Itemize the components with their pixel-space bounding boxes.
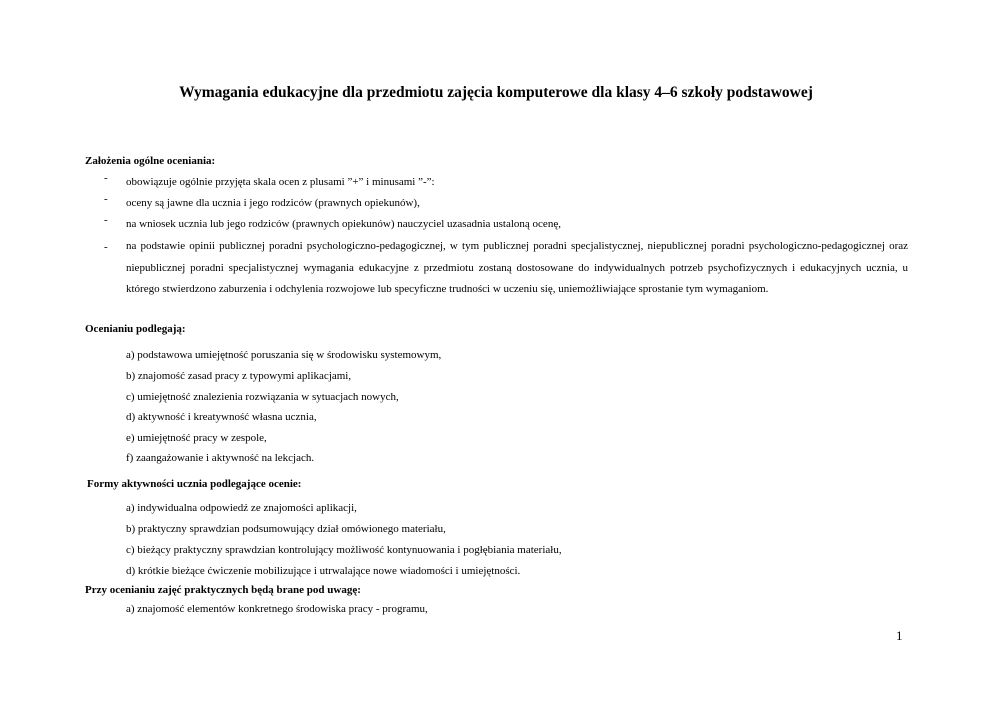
list-item-text: oceny są jawne dla ucznia i jego rodziców (prawnych opiekunów), [126,197,420,209]
dash-bullet: - [104,193,108,205]
list-item [85,172,908,194]
list-item [85,193,908,215]
section-heading-praktyczne: Przy ocenianiu zajęć praktycznych będą brane pod uwagę: [85,584,361,596]
list-item-text: na podstawie opinii publicznej poradni psychologiczno-pedagogicznej, w tym publicznej poradni specjalistycznej, niepublicznej poradni psychologiczno-pedagogicznej oraz niepublicznej poradni specjalistycznej wymagania edukacyjne z przedmiotu zostaną dostosowane do indywidualnych potrzeb psychofizycznych i edukacyjnych ucznia, u którego stwierdzono zaburzenia i odchylenia rozwojowe lub specyficzne trudności w uczeniu się, uniemożliwiające sprostanie tym wymaganiom. [126,240,908,296]
list-item [85,214,908,236]
list-item: d) krótkie bieżące ćwiczenie mobilizujące i utrwalające nowe wiadomości i umiejętności. [126,565,521,577]
list-item: a) indywidualna odpowiedź ze znajomości aplikacji, [126,502,357,514]
list-item: e) umiejętność pracy w zespole, [126,432,267,444]
list-item-text: obowiązuje ogólnie przyjęta skala ocen z plusami ”+” i minusami ”-”: [126,176,435,188]
dash-bullet: - [104,241,108,253]
list-item-text: na wniosek ucznia lub jego rodziców (prawnych opiekunów) nauczyciel uzasadnia ustaloną ocenę, [126,218,561,230]
list-item: c) umiejętność znalezienia rozwiązania w sytuacjach nowych, [126,391,399,403]
list-item: d) aktywność i kreatywność własna ucznia, [126,411,317,423]
list-item: b) znajomość zasad pracy z typowymi aplikacjami, [126,370,352,382]
page-number: 1 [896,628,903,643]
document-title: Wymagania edukacyjne dla przedmiotu zajęcia komputerowe dla klasy 4–6 szkoły podstawowej [179,84,813,101]
dash-bullet: - [104,172,108,184]
list-item: c) bieżący praktyczny sprawdzian kontrolujący możliwość kontynuowania i pogłębiania materiału, [126,544,562,556]
list-item: b) praktyczny sprawdzian podsumowujący dział omówionego materiału, [126,523,446,535]
section-heading-ocenianiu: Ocenianiu podlegają: [85,323,186,335]
list-item [85,236,908,301]
list-item: f) zaangażowanie i aktywność na lekcjach. [126,452,315,464]
section-heading-formy: Formy aktywności ucznia podlegające ocenie: [87,478,302,490]
list-item: a) podstawowa umiejętność poruszania się w środowisku systemowym, [126,349,442,361]
dash-bullet: - [104,214,108,226]
list-item: a) znajomość elementów konkretnego środowiska pracy - programu, [126,603,428,615]
section-heading-zalozenia: Założenia ogólne oceniania: [85,155,216,167]
